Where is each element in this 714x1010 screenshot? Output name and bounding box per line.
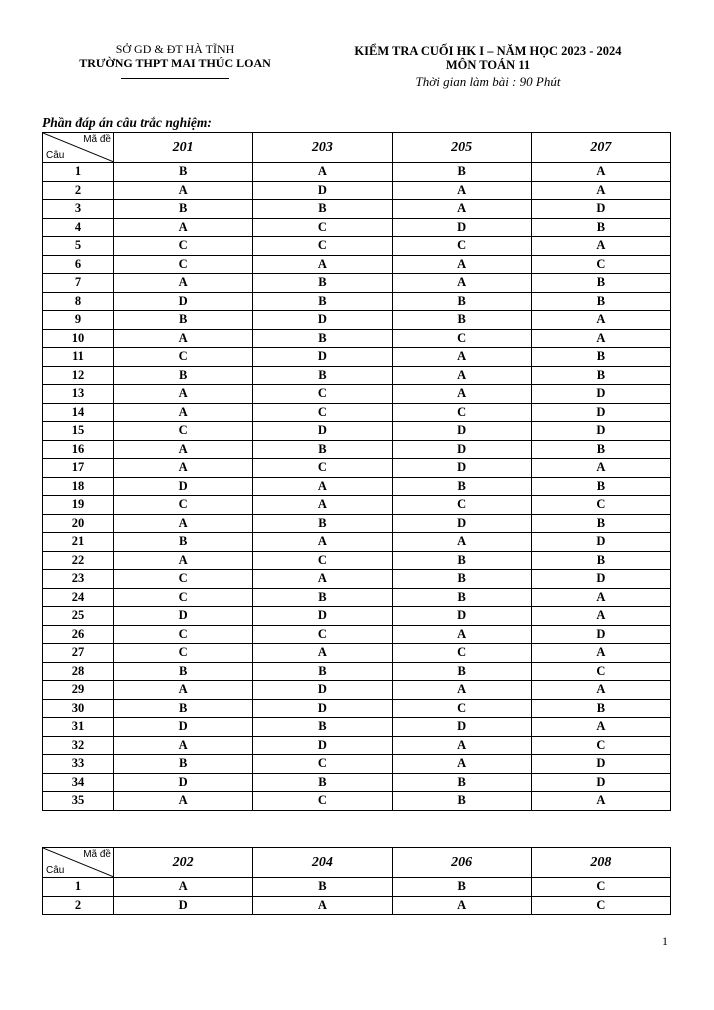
table-row (43, 422, 671, 441)
answer-cell: C (114, 625, 253, 644)
question-number: 20 (43, 514, 114, 533)
answer-cell: C (114, 570, 253, 589)
table-row (43, 292, 671, 311)
question-number: 16 (43, 440, 114, 459)
answer-cell: C (253, 625, 392, 644)
answer-cell: D (253, 311, 392, 330)
answer-cell: B (114, 200, 253, 219)
answer-cell: D (114, 896, 253, 915)
question-number: 33 (43, 755, 114, 774)
corner-label-code: Mã đề (83, 849, 111, 860)
exam-code-header: 207 (531, 133, 670, 163)
table-row (43, 896, 671, 915)
answer-cell: A (114, 514, 253, 533)
question-number: 34 (43, 773, 114, 792)
answer-cell: B (531, 514, 670, 533)
table-row (43, 403, 671, 422)
answer-cell: C (253, 237, 392, 256)
answer-cell: B (114, 163, 253, 182)
answer-cell: A (392, 736, 531, 755)
question-number: 9 (43, 311, 114, 330)
exam-code-header: 205 (392, 133, 531, 163)
answer-cell: D (114, 477, 253, 496)
question-number: 29 (43, 681, 114, 700)
question-number: 5 (43, 237, 114, 256)
exam-code-header: 204 (253, 848, 392, 878)
answer-cell: C (253, 792, 392, 811)
answer-cell: A (253, 477, 392, 496)
table-row (43, 755, 671, 774)
answer-cell: B (392, 570, 531, 589)
header-left (40, 42, 310, 79)
answer-cell: C (253, 551, 392, 570)
table-row (43, 329, 671, 348)
corner-cell (43, 133, 114, 163)
question-number: 6 (43, 255, 114, 274)
answer-cell: B (531, 274, 670, 293)
answer-cell: A (392, 896, 531, 915)
answer-cell: D (531, 422, 670, 441)
question-number: 13 (43, 385, 114, 404)
exam-code-header: 201 (114, 133, 253, 163)
answer-cell: A (531, 311, 670, 330)
answer-cell: D (114, 718, 253, 737)
answer-cell: B (531, 366, 670, 385)
table-row (43, 200, 671, 219)
question-number: 4 (43, 218, 114, 237)
school-name: TRƯỜNG THPT MAI THÚC LOAN (79, 56, 271, 70)
question-number: 15 (43, 422, 114, 441)
table-row (43, 385, 671, 404)
answer-cell: B (253, 718, 392, 737)
answer-cell: A (392, 255, 531, 274)
question-number: 31 (43, 718, 114, 737)
table-row (43, 533, 671, 552)
table-row (43, 878, 671, 897)
answer-cell: B (253, 329, 392, 348)
answer-cell: D (114, 607, 253, 626)
question-number: 8 (43, 292, 114, 311)
answer-cell: C (114, 588, 253, 607)
exam-code-header: 206 (392, 848, 531, 878)
answer-cell: C (531, 255, 670, 274)
table-row (43, 366, 671, 385)
answer-cell: C (392, 496, 531, 515)
exam-code-header: 208 (531, 848, 670, 878)
answer-cell: A (114, 274, 253, 293)
answer-cell: A (531, 718, 670, 737)
answer-cell: C (114, 237, 253, 256)
question-number: 27 (43, 644, 114, 663)
answer-cell: D (392, 718, 531, 737)
answer-cell: B (253, 292, 392, 311)
table-row (43, 218, 671, 237)
answer-cell: B (253, 773, 392, 792)
answer-cell: B (531, 477, 670, 496)
answer-cell: B (114, 699, 253, 718)
answer-cell: D (392, 607, 531, 626)
header-underline (121, 78, 229, 79)
question-number: 35 (43, 792, 114, 811)
question-number: 12 (43, 366, 114, 385)
answer-cell: B (531, 551, 670, 570)
table-row (43, 477, 671, 496)
answer-cell: C (114, 644, 253, 663)
answer-cell: A (392, 274, 531, 293)
table-header-row (43, 848, 671, 878)
corner-label-question: Câu (46, 865, 65, 876)
table-row (43, 644, 671, 663)
answer-cell: C (392, 699, 531, 718)
table-row (43, 274, 671, 293)
answer-cell: C (392, 644, 531, 663)
corner-label-question: Câu (46, 150, 65, 161)
table-row (43, 681, 671, 700)
answer-cell: D (531, 625, 670, 644)
page-number: 1 (662, 934, 668, 948)
answer-cell: A (531, 588, 670, 607)
answer-cell: D (531, 533, 670, 552)
answer-cell: C (531, 896, 670, 915)
question-number: 10 (43, 329, 114, 348)
answer-cell: D (253, 681, 392, 700)
answer-cell: A (114, 459, 253, 478)
answer-cell: C (531, 736, 670, 755)
answer-cell: A (392, 625, 531, 644)
table-row (43, 718, 671, 737)
header-right (318, 44, 658, 90)
answer-cell: A (114, 329, 253, 348)
corner-label-code: Mã đề (83, 134, 111, 145)
exam-duration: Thời gian làm bài : 90 Phút (415, 74, 561, 89)
answer-cell: D (253, 736, 392, 755)
table-row (43, 625, 671, 644)
answer-cell: A (392, 348, 531, 367)
answer-cell: A (114, 218, 253, 237)
question-number: 1 (43, 878, 114, 897)
exam-title: KIỂM TRA CUỐI HK I – NĂM HỌC 2023 - 2024 (354, 44, 622, 58)
corner-cell (43, 848, 114, 878)
question-number: 2 (43, 896, 114, 915)
question-number: 30 (43, 699, 114, 718)
question-number: 2 (43, 181, 114, 200)
answer-cell: C (253, 459, 392, 478)
answer-cell: D (114, 292, 253, 311)
answer-cell: A (531, 329, 670, 348)
answer-cell: D (253, 607, 392, 626)
table-row (43, 792, 671, 811)
answer-cell: A (392, 385, 531, 404)
answer-cell: D (392, 422, 531, 441)
answer-cell: D (531, 200, 670, 219)
answer-cell: A (253, 163, 392, 182)
answer-cell: B (114, 311, 253, 330)
question-number: 21 (43, 533, 114, 552)
table-row (43, 514, 671, 533)
answer-cell: B (531, 348, 670, 367)
answer-cell: A (253, 644, 392, 663)
answer-cell: B (392, 792, 531, 811)
answer-cell: B (114, 366, 253, 385)
answer-cell: B (392, 662, 531, 681)
subject-title: MÔN TOÁN 11 (445, 58, 531, 72)
answer-cell: C (392, 329, 531, 348)
question-number: 19 (43, 496, 114, 515)
answer-cell: B (253, 440, 392, 459)
table-row (43, 662, 671, 681)
table-row (43, 348, 671, 367)
answer-cell: B (392, 292, 531, 311)
answer-cell: C (392, 237, 531, 256)
answer-cell: C (114, 496, 253, 515)
answer-cell: C (114, 255, 253, 274)
answer-cell: B (531, 218, 670, 237)
answer-cell: B (392, 163, 531, 182)
table-row (43, 440, 671, 459)
table-row (43, 459, 671, 478)
answer-cell: A (531, 237, 670, 256)
department-name: SỞ GD & ĐT HÀ TĨNH (115, 42, 235, 56)
question-number: 11 (43, 348, 114, 367)
table-row (43, 163, 671, 182)
answer-cell: B (253, 878, 392, 897)
answer-cell: A (253, 255, 392, 274)
answer-cell: D (531, 570, 670, 589)
answer-cell: D (392, 514, 531, 533)
answer-cell: D (531, 403, 670, 422)
answer-cell: A (531, 681, 670, 700)
answer-cell: C (114, 422, 253, 441)
answer-cell: B (392, 551, 531, 570)
answer-cell: C (531, 496, 670, 515)
section-title: Phần đáp án câu trắc nghiệm: (42, 115, 212, 130)
answer-cell: A (114, 878, 253, 897)
answer-cell: A (531, 163, 670, 182)
answer-cell: B (531, 440, 670, 459)
answer-cell: D (392, 218, 531, 237)
question-number: 26 (43, 625, 114, 644)
answer-cell: C (253, 385, 392, 404)
answer-cell: A (392, 533, 531, 552)
answer-cell: A (253, 570, 392, 589)
exam-code-header: 203 (253, 133, 392, 163)
table-row (43, 181, 671, 200)
question-number: 25 (43, 607, 114, 626)
answer-cell: B (392, 588, 531, 607)
answer-cell: A (114, 736, 253, 755)
answer-cell: A (253, 533, 392, 552)
answer-cell: A (392, 755, 531, 774)
answer-cell: B (114, 662, 253, 681)
answer-cell: B (392, 878, 531, 897)
table-row (43, 588, 671, 607)
table-row (43, 736, 671, 755)
exam-code-header: 202 (114, 848, 253, 878)
table-row (43, 773, 671, 792)
question-number: 14 (43, 403, 114, 422)
answer-cell: D (253, 348, 392, 367)
answer-cell: A (392, 366, 531, 385)
answer-cell: A (531, 181, 670, 200)
answer-cell: A (114, 681, 253, 700)
question-number: 23 (43, 570, 114, 589)
answer-cell: A (392, 200, 531, 219)
answer-table-1 (42, 132, 671, 811)
answer-cell: A (114, 551, 253, 570)
answer-cell: D (253, 422, 392, 441)
table-row (43, 551, 671, 570)
answer-cell: B (392, 311, 531, 330)
question-number: 22 (43, 551, 114, 570)
answer-cell: B (253, 274, 392, 293)
question-number: 3 (43, 200, 114, 219)
question-number: 18 (43, 477, 114, 496)
question-number: 28 (43, 662, 114, 681)
table-row (43, 255, 671, 274)
question-number: 7 (43, 274, 114, 293)
answer-cell: B (253, 200, 392, 219)
table-row (43, 496, 671, 515)
question-number: 1 (43, 163, 114, 182)
answer-cell: B (114, 755, 253, 774)
table-row (43, 311, 671, 330)
answer-cell: A (392, 181, 531, 200)
answer-cell: B (253, 662, 392, 681)
answer-cell: C (253, 403, 392, 422)
answer-cell: D (392, 440, 531, 459)
answer-cell: A (531, 459, 670, 478)
answer-cell: C (531, 662, 670, 681)
table-header-row (43, 133, 671, 163)
table-row (43, 699, 671, 718)
answer-table-2 (42, 847, 671, 915)
table-row (43, 570, 671, 589)
answer-cell: B (253, 514, 392, 533)
question-number: 17 (43, 459, 114, 478)
answer-cell: D (114, 773, 253, 792)
table-row (43, 607, 671, 626)
table-row (43, 237, 671, 256)
answer-cell: B (114, 533, 253, 552)
answer-cell: D (531, 773, 670, 792)
answer-cell: B (392, 477, 531, 496)
question-number: 24 (43, 588, 114, 607)
answer-cell: D (531, 385, 670, 404)
answer-cell: A (114, 403, 253, 422)
answer-cell: A (114, 181, 253, 200)
answer-cell: B (253, 366, 392, 385)
answer-cell: A (531, 644, 670, 663)
answer-cell: A (114, 440, 253, 459)
answer-cell: D (392, 459, 531, 478)
answer-cell: A (531, 792, 670, 811)
question-number: 32 (43, 736, 114, 755)
answer-cell: B (531, 292, 670, 311)
answer-cell: A (531, 607, 670, 626)
answer-cell: C (114, 348, 253, 367)
answer-cell: A (253, 896, 392, 915)
answer-cell: C (531, 878, 670, 897)
answer-cell: A (253, 496, 392, 515)
answer-cell: B (392, 773, 531, 792)
answer-cell: A (114, 385, 253, 404)
answer-cell: C (392, 403, 531, 422)
answer-cell: B (253, 588, 392, 607)
answer-cell: D (531, 755, 670, 774)
answer-cell: C (253, 218, 392, 237)
answer-cell: D (253, 181, 392, 200)
answer-cell: B (531, 699, 670, 718)
answer-cell: D (253, 699, 392, 718)
answer-cell: A (114, 792, 253, 811)
answer-cell: C (253, 755, 392, 774)
answer-cell: A (392, 681, 531, 700)
